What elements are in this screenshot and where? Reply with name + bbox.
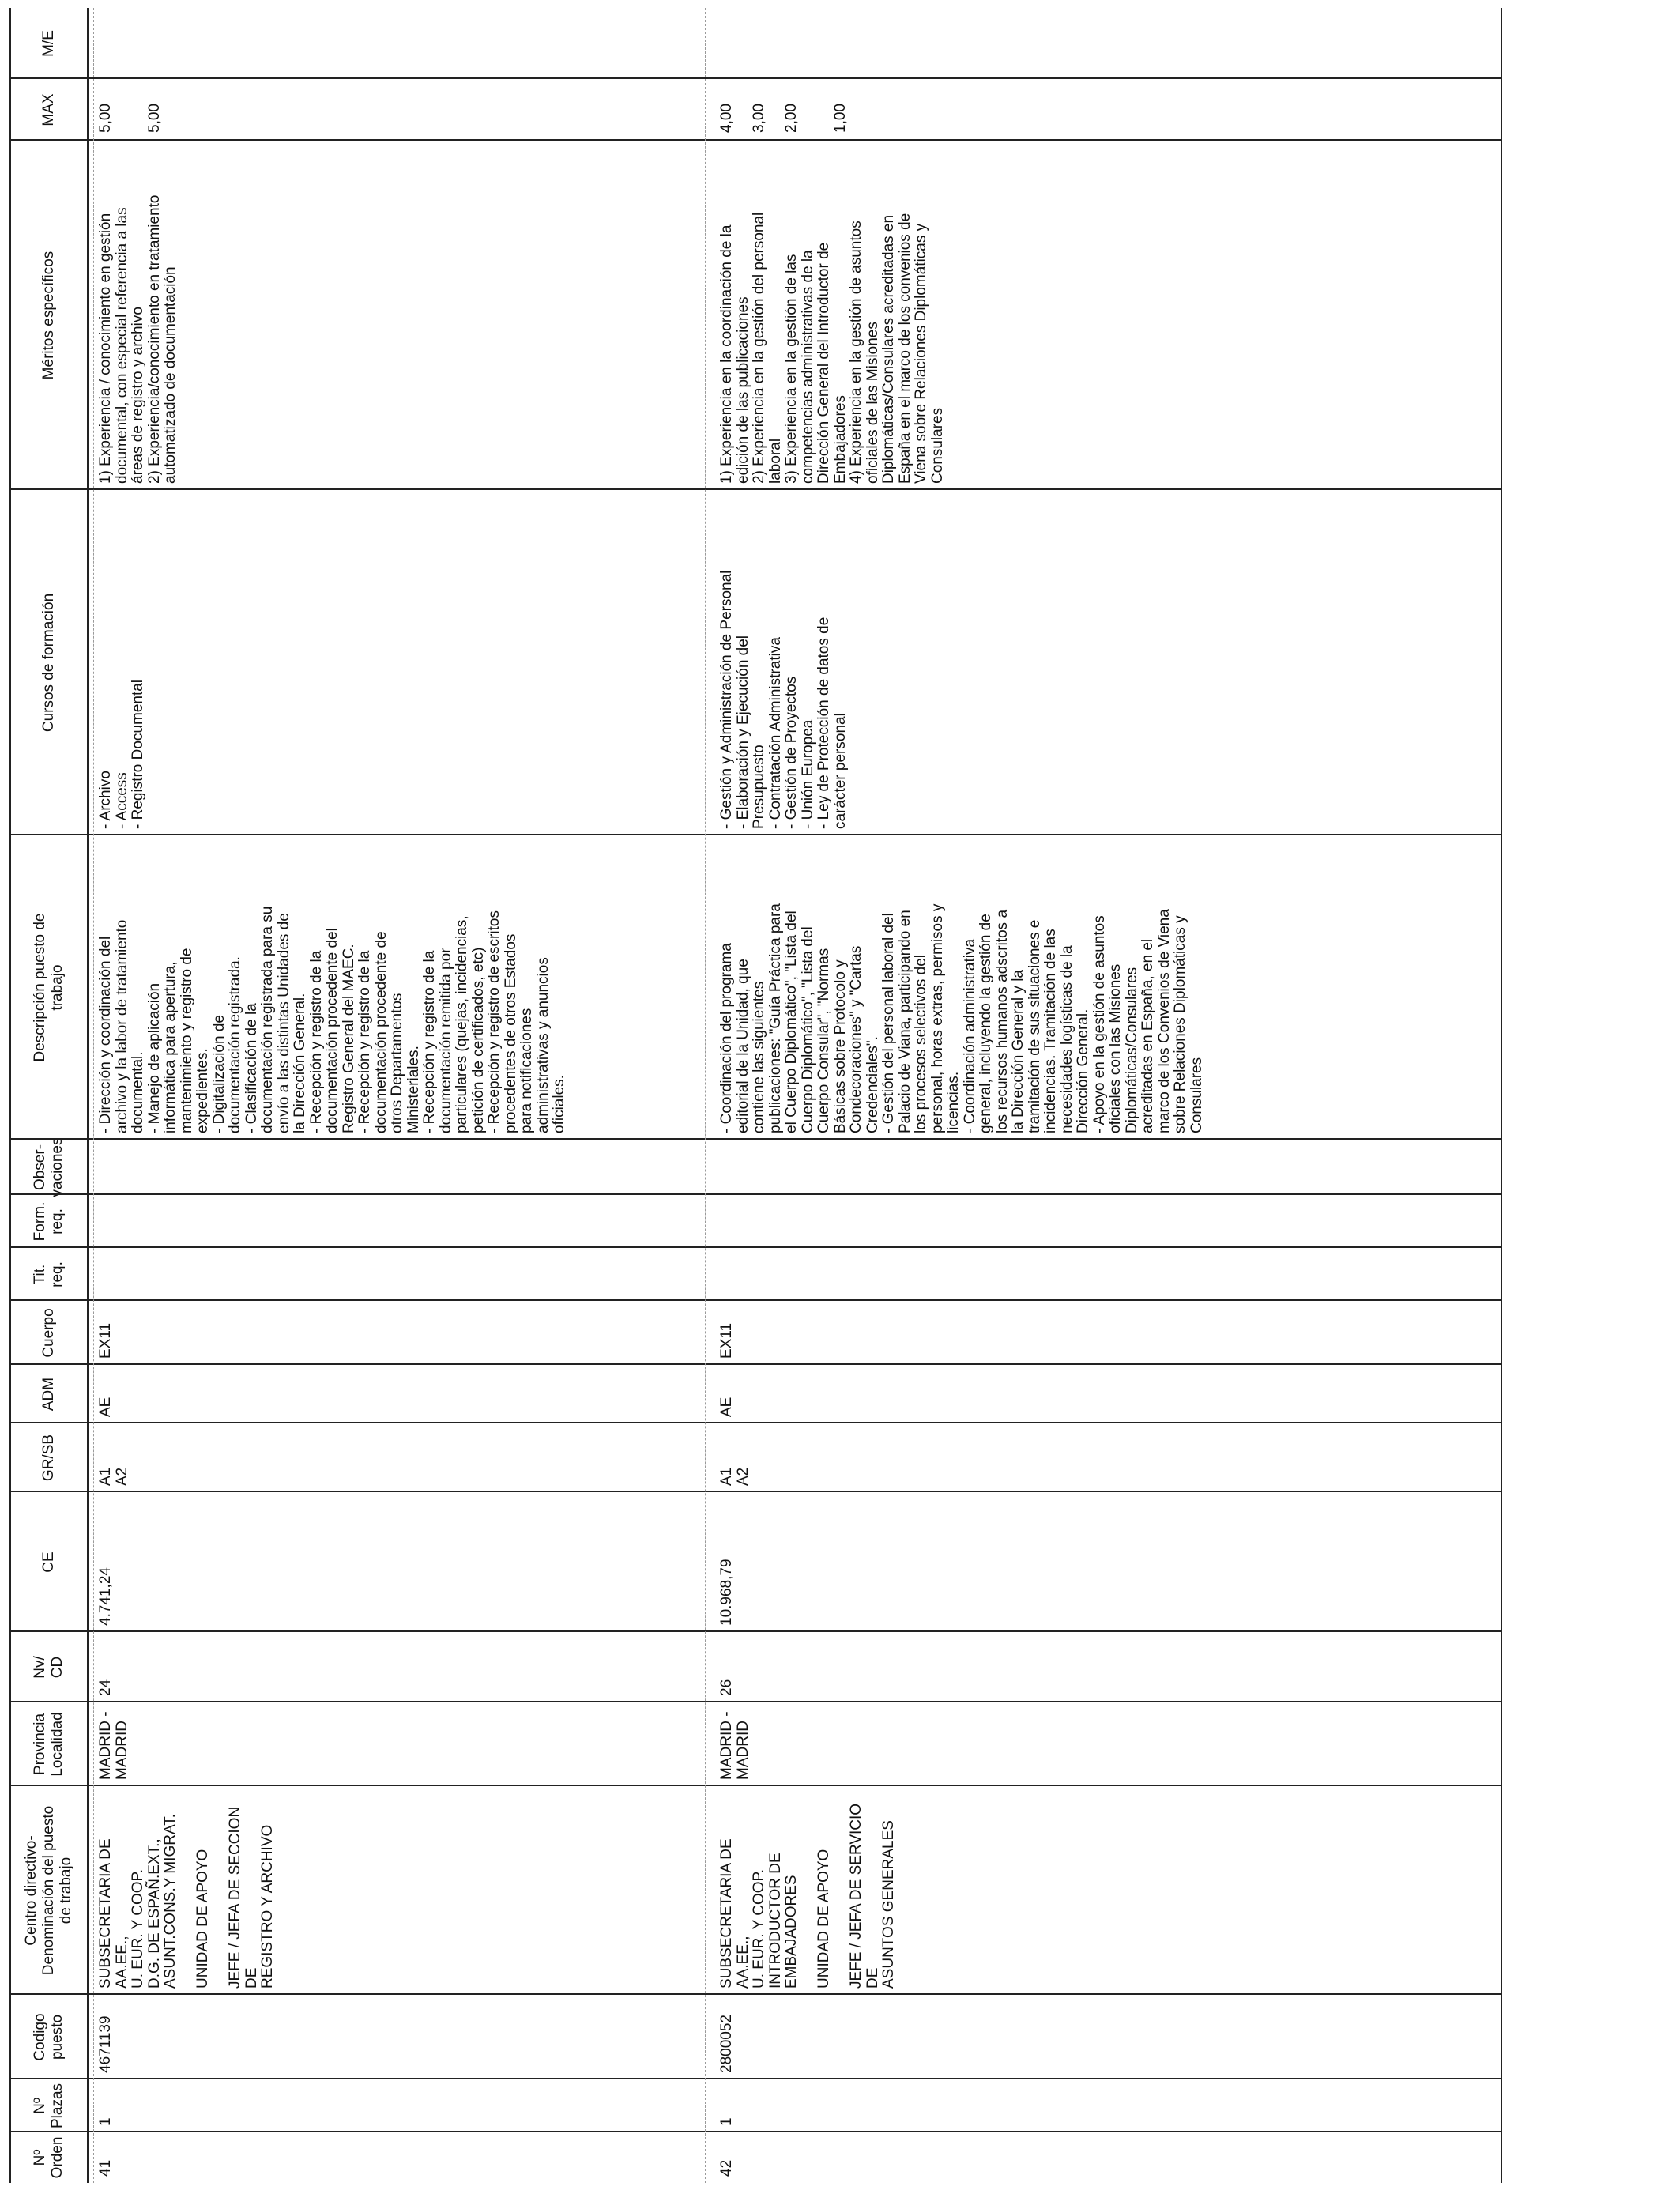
cell-centro: SUBSECRETARIA DE AA.EE., U. EUR. Y COOP. INTRODUCTOR DE EMBAJADORES UNIDAD DE APOYO JEFE / JEFA DE SERVICIO DE ASUNTOS GENERALES xyxy=(718,1803,897,1989)
cell-codigo: 2800052 xyxy=(718,2015,735,2073)
column-separator xyxy=(11,1299,1501,1301)
job-listing-table xyxy=(9,8,1502,2183)
cell-grupo: A1 A2 xyxy=(718,1467,751,1486)
header-nivel: Nv/ CD xyxy=(32,1656,66,1679)
column-separator xyxy=(11,77,1501,79)
cell-nivel: 24 xyxy=(97,1679,114,1696)
cell-provincia: MADRID - MADRID xyxy=(97,1711,130,1780)
header-plazas: Nº Plazas xyxy=(32,2083,66,2129)
cell-max: 5,00 5,00 xyxy=(97,104,163,133)
cell-orden: 41 xyxy=(97,2159,114,2177)
cell-descripcion: - Coordinación del programa editorial de la Unidad, que contiene las siguientes publicaciones: "Guía Práctica para el Cuerpo Diplomático", "Lista del Cuerpo Diplomático", "Lista del Cuerpo Consular", "Normas Básicas sobre Protocolo y Condecoraciones" y "Cartas Credenciales". - Gestión del personal laboral del Palacio de Viana, participando en los procesos selectivos del personal, horas extras, permisos y licencias. - Coordinación administrativa general, incluyendo la gestión de los recursos humanos adscritos a la Dirección General y la tramitación de sus situaciones e incidencias. Tramitación de las necesidades logísticas de la Dirección General. - Apoyo en la gestión de asuntos oficiales con las Misiones Diplomáticas/Consulares acreditadas en España, en el marco de los Convenios de Viena sobre Relaciones Diplomáticas y Consulares xyxy=(718,903,1205,1133)
column-separator xyxy=(11,2078,1501,2079)
column-separator xyxy=(11,1246,1501,1248)
header-descripcion: Descripción puesto de trabajo xyxy=(32,913,66,1062)
column-separator xyxy=(11,1785,1501,1786)
header-observaciones: Obser- vaciones xyxy=(32,1137,66,1197)
cell-ce: 4.741,24 xyxy=(97,1567,114,1626)
cell-orden: 42 xyxy=(718,2159,735,2177)
column-separator xyxy=(11,1138,1501,1140)
column-separator xyxy=(11,834,1501,835)
header-cuerpo: Cuerpo xyxy=(40,1308,57,1358)
column-separator xyxy=(11,1630,1501,1632)
column-separator xyxy=(11,1701,1501,1702)
header-separator xyxy=(87,8,89,2183)
column-separator xyxy=(11,1422,1501,1423)
header-codigo: Codigo puesto xyxy=(32,2013,66,2061)
cell-adm: AE xyxy=(718,1397,735,1417)
column-separator xyxy=(11,1993,1501,1995)
header-max: MAX xyxy=(40,93,57,126)
cell-cuerpo: EX11 xyxy=(718,1322,735,1359)
cell-plazas: 1 xyxy=(97,2117,114,2126)
column-separator xyxy=(11,1363,1501,1365)
header-grupo: GR/SB xyxy=(40,1434,57,1482)
header-titulacion: Tit. req. xyxy=(32,1261,66,1287)
cell-meritos: 1) Experiencia en la coordinación de la edición de las publicaciones 2) Experiencia en la gestión del personal laboral 3) Experiencia en la gestión de las competencias administrativas de la Dirección General del Introductor de Embajadores 4) Experiencia en la gestión de asuntos oficiales de las Misiones Diplomáticas/Consulares acreditadas en España en el marco de los convenios de Viena sobre Relaciones Diplomáticas y Consulares xyxy=(718,212,946,484)
header-formacion: Form. req. xyxy=(32,1201,66,1242)
header-centro: Centro directivo- Denominación del puesto de trabajo xyxy=(23,1805,74,1976)
header-cursos: Cursos de formación xyxy=(40,593,57,733)
cell-descripcion: - Dirección y coordinación del archivo y la labor de tratamiento documental. - Manejo de aplicación informática para apertura, mantenimiento y registro de expedientes. - Digitalización de documentación registrada. - Clasificación de la documentación registrada para su envío a las distintas Unidades de la Dirección General. - Recepción y registro de la documentación procedente del Registro General del MAEC. - Recepción y registro de la documentación procedente de otros Departamentos Ministeriales. - Recepción y registro de la documentación remitida por particulares (quejas, incidencias, petición de certificados, etc) - Recepción y registro de escritos procedentes de otros Estados para notificaciones administrativas y anuncios oficiales. xyxy=(97,906,567,1133)
cell-centro: SUBSECRETARIA DE AA.EE., U. EUR. Y COOP. D.G. DE ESPAÑ.EXT., ASUNT.CONS.Y MIGRAT. UNIDAD DE APOYO JEFE / JEFA DE SECCION DE REGISTRO Y ARCHIVO xyxy=(97,1806,276,1989)
cell-cuerpo: EX11 xyxy=(97,1322,114,1359)
column-separator xyxy=(11,2131,1501,2132)
cell-meritos: 1) Experiencia / conocimiento en gestión documental, con especial referencia a las áreas de registro y archivo 2) Experiencia/conocimiento en tratamiento automatizado de documentación xyxy=(97,194,179,484)
header-meritos: Méritos específicos xyxy=(40,251,57,380)
cell-ce: 10.968,79 xyxy=(718,1559,735,1626)
cell-cursos: - Gestión y Administración de Personal - Elaboración y Ejecución del Presupuesto - Contratación Administrativa - Gestión de Proyectos - Unión Europea - Ley de Protección de datos de carácter personal xyxy=(718,570,849,829)
column-separator xyxy=(11,139,1501,141)
column-separator xyxy=(11,488,1501,490)
cell-nivel: 26 xyxy=(718,1679,735,1696)
cell-codigo: 4671139 xyxy=(97,2015,114,2073)
cell-plazas: 1 xyxy=(718,2117,735,2126)
header-orden: Nº Orden xyxy=(32,2136,66,2179)
header-adm: ADM xyxy=(40,1377,57,1412)
cell-adm: AE xyxy=(97,1397,114,1417)
column-separator xyxy=(11,1491,1501,1492)
header-provincia: Provincia Localidad xyxy=(32,1712,66,1777)
row-separator xyxy=(93,8,94,2183)
cell-provincia: MADRID - MADRID xyxy=(718,1711,751,1780)
header-ce: CE xyxy=(40,1551,57,1573)
cell-grupo: A1 A2 xyxy=(97,1467,130,1486)
cell-cursos: - Archivo - Access - Registro Documental xyxy=(97,679,146,829)
column-separator xyxy=(11,1193,1501,1195)
header-me: M/E xyxy=(40,30,57,57)
row-separator xyxy=(705,8,706,2183)
cell-max: 4,00 3,00 2,00 1,00 xyxy=(718,104,849,133)
